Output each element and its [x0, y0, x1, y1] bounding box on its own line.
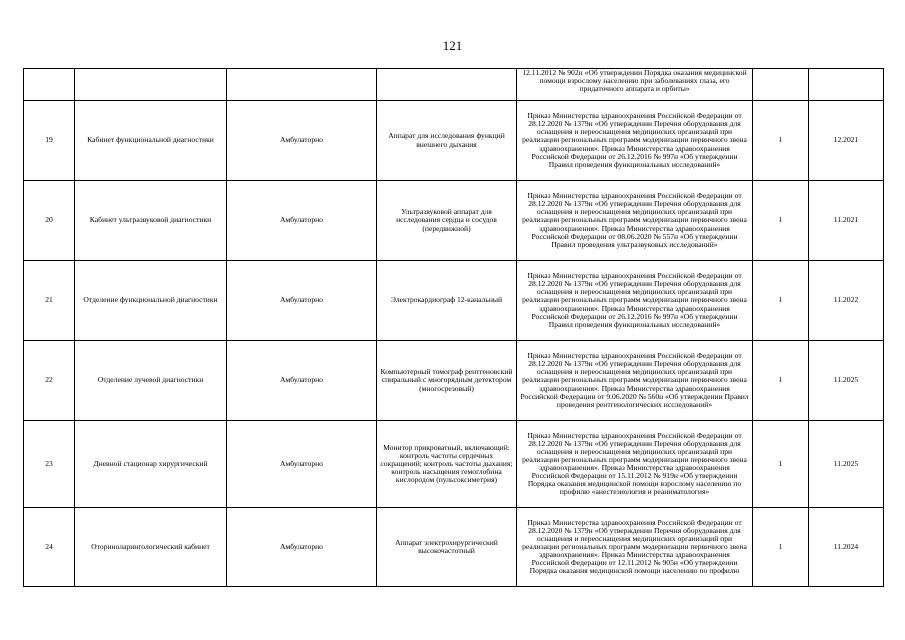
- cell-num: 20: [24, 181, 75, 261]
- cell-basis: Приказ Министерства здравоохранения Российской Федерации от 28.12.2020 № 1379н «Об утверждении Перечня оборудования для оснащения и переоснащения медицинских организаций при реализации региональных программ модернизации первичного звена здравоохранения». Приказ Министерства здравоохранения Российской Федерации от 26.12.2016 № 997н «Об утверждении Правил проведения функциональных исследований»: [517, 261, 753, 341]
- cell-basis: Приказ Министерства здравоохранения Российской Федерации от 28.12.2020 № 1379н «Об утверждении Перечня оборудования для оснащения и переоснащения медицинских организаций при реализации региональных программ модернизации первичного звена здравоохранения». Приказ Министерства здравоохранения Российской Федерации от 9.06.2020 № 560н «Об утверждении Правил проведения рентгенологических исследований»: [517, 341, 753, 421]
- cell-num: 24: [24, 508, 75, 587]
- cell-unit: [75, 69, 227, 101]
- cell-equipment: Ультразвуковой аппарат для исследования сердца и сосудов (передвижной): [377, 181, 517, 261]
- cell-num: 22: [24, 341, 75, 421]
- cell-equipment: Компьютерный томограф рентгеновский спиральный с многорядным детектором (многосрезовый): [377, 341, 517, 421]
- cell-date: [809, 69, 884, 101]
- cell-unit: Оториноларингологический кабинет: [75, 508, 227, 587]
- cell-equipment: Аппарат для исследования функций внешнего дыхания: [377, 101, 517, 181]
- cell-unit: Отделение лучевой диагностики: [75, 341, 227, 421]
- cell-date: 11.2021: [809, 181, 884, 261]
- cell-num: 19: [24, 101, 75, 181]
- cell-qty: 1: [753, 181, 809, 261]
- cell-unit: Кабинет функциональной диагностики: [75, 101, 227, 181]
- cell-qty: 1: [753, 508, 809, 587]
- table-row: [24, 101, 884, 181]
- cell-date: 11.2022: [809, 261, 884, 341]
- equipment-table: [23, 68, 884, 587]
- cell-qty: 1: [753, 341, 809, 421]
- cell-equipment: [377, 69, 517, 101]
- cell-basis: Приказ Министерства здравоохранения Российской Федерации от 28.12.2020 № 1379н «Об утверждении Перечня оборудования для оснащения и переоснащения медицинских организаций при реализации региональных программ модернизации первичного звена здравоохранения». Приказ Министерства здравоохранения Российской Федерации от 12.11.2012 № 905н «Об утверждении Порядка оказания медицинской помощи населению по профилю: [517, 508, 753, 587]
- table-row-continuation: [24, 69, 884, 101]
- cell-date: 11.2024: [809, 508, 884, 587]
- table-row: [24, 508, 884, 587]
- cell-unit: Отделение функциональной диагностики: [75, 261, 227, 341]
- cell-equipment: Электрокардиограф 12-канальный: [377, 261, 517, 341]
- cell-condition: Амбулаторно: [227, 421, 377, 508]
- table-row: [24, 261, 884, 341]
- cell-unit: Дневной стационар хирургический: [75, 421, 227, 508]
- table-row: [24, 421, 884, 508]
- cell-equipment: Монитор прикроватный, включающий: контроль частоты сердечных сокращений; контроль частоты дыхания; контроль насыщения гемоглобина кислородом (пульсоксиметрия): [377, 421, 517, 508]
- page-number: 121: [442, 38, 463, 53]
- cell-basis: Приказ Министерства здравоохранения Российской Федерации от 28.12.2020 № 1379н «Об утверждении Перечня оборудования для оснащения и переоснащения медицинских организаций при реализации региональных программ модернизации первичного звена здравоохранения». Приказ Министерства здравоохранения Российской Федерации от 15.11.2012 № 919н «Об утверждении Порядка оказания медицинской помощи взрослому населению по профилю «анестезиология и реаниматология»: [517, 421, 753, 508]
- table-row: [24, 181, 884, 261]
- cell-unit: Кабинет ультразвуковой диагностики: [75, 181, 227, 261]
- cell-condition: Амбулаторно: [227, 101, 377, 181]
- cell-basis: 12.11.2012 № 902н «Об утверждении Порядка оказания медицинской помощи взрослому населению при заболеваниях глаза, его придаточного аппарата и орбиты»: [517, 69, 753, 101]
- cell-date: 11.2025: [809, 341, 884, 421]
- cell-condition: [227, 69, 377, 101]
- cell-qty: 1: [753, 101, 809, 181]
- cell-qty: 1: [753, 261, 809, 341]
- cell-qty: 1: [753, 421, 809, 508]
- cell-date: 12.2021: [809, 101, 884, 181]
- cell-date: 11.2025: [809, 421, 884, 508]
- cell-condition: Амбулаторно: [227, 341, 377, 421]
- cell-qty: [753, 69, 809, 101]
- cell-num: 23: [24, 421, 75, 508]
- cell-equipment: Аппарат электрохирургический высокочастотный: [377, 508, 517, 587]
- cell-condition: Амбулаторно: [227, 181, 377, 261]
- cell-basis: Приказ Министерства здравоохранения Российской Федерации от 28.12.2020 № 1379н «Об утверждении Перечня оборудования для оснащения и переоснащения медицинских организаций при реализации региональных программ модернизации первичного звена здравоохранения». Приказ Министерства здравоохранения Российской Федерации от 08.06.2020 № 557н «Об утверждении Правил проведения ультразвуковых исследований»: [517, 181, 753, 261]
- cell-condition: Амбулаторно: [227, 508, 377, 587]
- cell-num: 21: [24, 261, 75, 341]
- cell-condition: Амбулаторно: [227, 261, 377, 341]
- cell-basis: Приказ Министерства здравоохранения Российской Федерации от 28.12.2020 № 1379н «Об утверждении Перечня оборудования для оснащения и переоснащения медицинских организаций при реализации региональных программ модернизации первичного звена здравоохранения». Приказ Министерства здравоохранения Российской Федерации от 26.12.2016 № 997н «Об утверждении Правил проведения функциональных исследований»: [517, 101, 753, 181]
- cell-num: [24, 69, 75, 101]
- table-row: [24, 341, 884, 421]
